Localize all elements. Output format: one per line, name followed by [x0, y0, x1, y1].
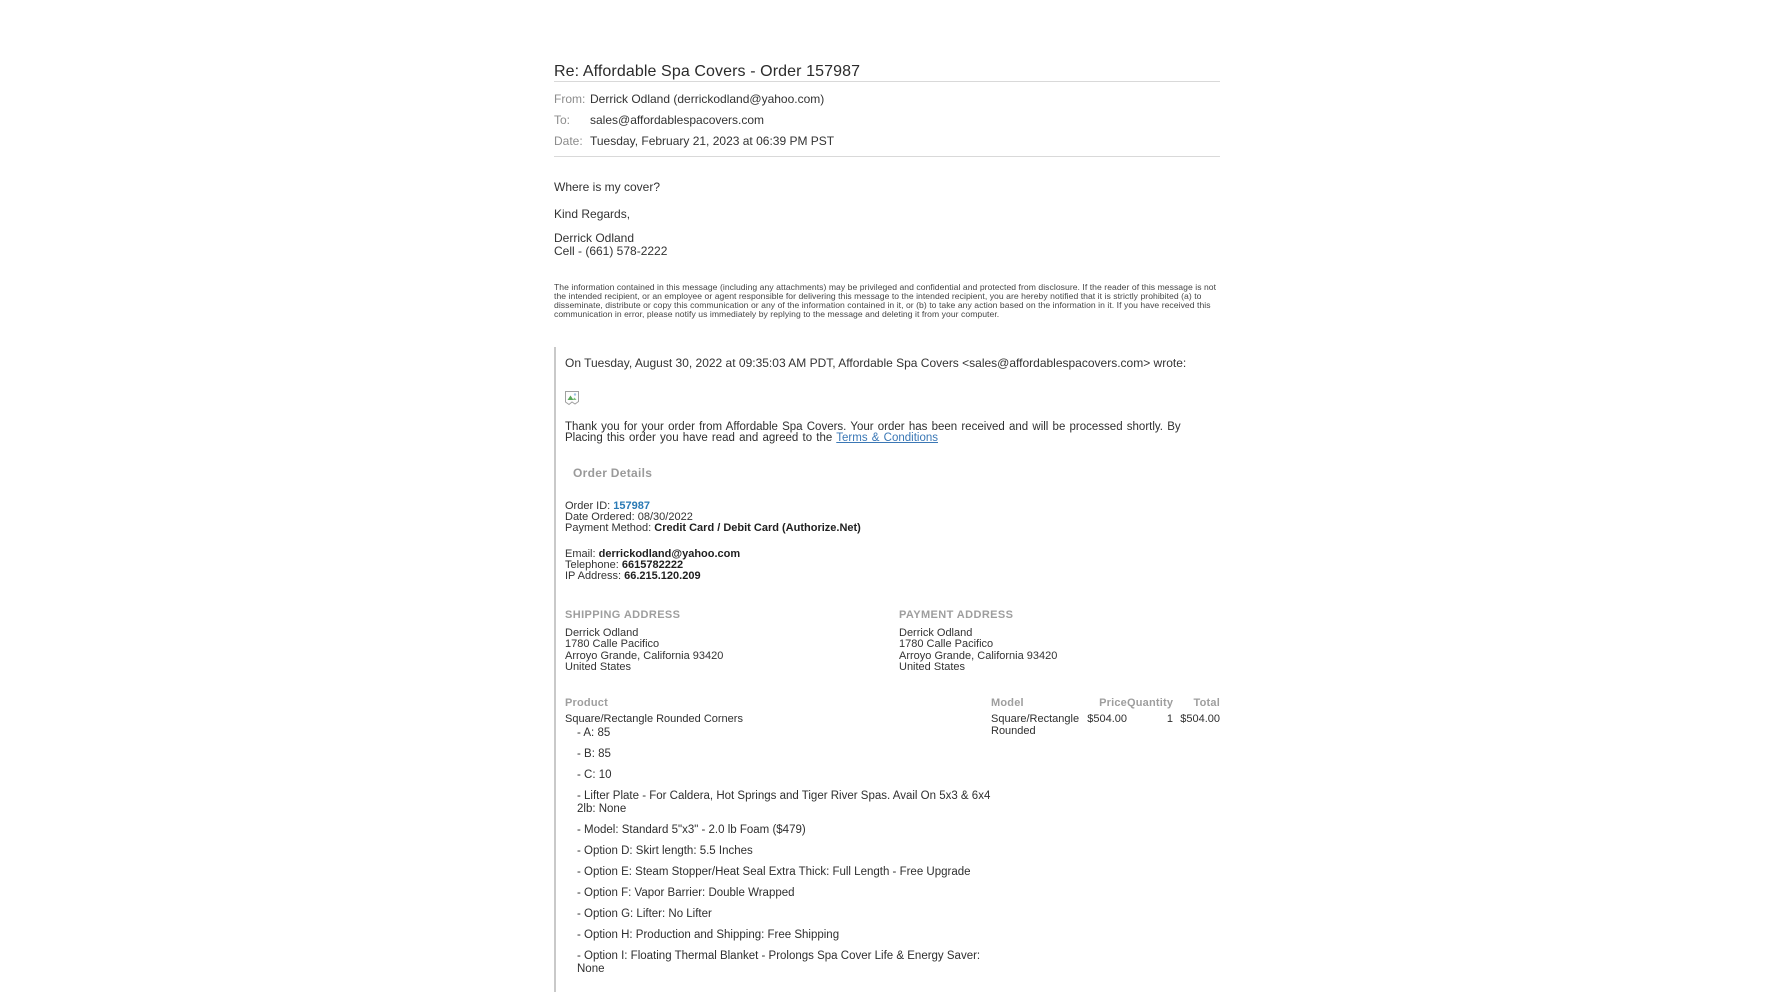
- date-ordered-value: 08/30/2022: [637, 511, 693, 524]
- product-option: - Option E: Steam Stopper/Heat Seal Extra Thick: Full Length - Free Upgrade: [577, 866, 971, 879]
- email-value: derrickodland@yahoo.com: [598, 547, 741, 560]
- order-confirmation-text: [565, 422, 1220, 444]
- signature-name: Derrick Odland: [554, 231, 635, 245]
- product-option: - Lifter Plate - For Caldera, Hot Springs and Tiger River Spas. Avail On 5x3 & 6x4 2lb: None: [577, 790, 991, 816]
- to-label: To:: [554, 113, 571, 127]
- ip-address-label: IP Address:: [565, 570, 625, 583]
- date-label: Date:: [554, 134, 583, 148]
- date-value: Tuesday, February 21, 2023 at 06:39 PM PST: [590, 134, 835, 148]
- product-option: - B: 85: [577, 748, 611, 761]
- order-id-label: Order ID:: [565, 500, 614, 513]
- product-cell: [565, 713, 991, 976]
- signature-phone: Cell - (661) 578-2222: [554, 244, 668, 258]
- column-header-total: Total: [1193, 697, 1220, 710]
- address-line: United States: [565, 660, 632, 673]
- product-option: - Model: Standard 5"x3" - 2.0 lb Foam ($479): [577, 824, 806, 837]
- confidentiality-disclaimer: The information contained in this message (including any attachments) may be privileged and confidential and protected from disclosure. If the reader of this message is not the intended recipient, or an employee or agent responsible for delivering this message to the intended recipient, you are hereby notified that it is strictly prohibited (a) to disseminate, distribute or copy this communication or any of the information contained in it, or (b) to take any action based on the information in it. If you have received this communication in error, please notify us immediately by replying to the message and deleting it from your computer.: [554, 282, 1217, 319]
- message-line: Kind Regards,: [554, 207, 631, 221]
- product-option: - C: 10: [577, 769, 612, 782]
- from-label: From:: [554, 92, 586, 106]
- column-header-product: Product: [565, 697, 608, 710]
- price-cell: $504.00: [1087, 713, 1127, 726]
- date-row: [554, 135, 1220, 148]
- total-cell: $504.00: [1180, 713, 1220, 726]
- order-summary-block: [565, 501, 1220, 535]
- column-header-quantity: Quantity: [1127, 697, 1174, 710]
- product-option: - A: 85: [577, 727, 611, 740]
- to-row: [554, 114, 1220, 127]
- table-row: [565, 713, 1220, 976]
- order-confirmation-intro: Thank you for your order from Affordable Spa Covers. Your order has been received and will be processed shortly. By Placing this order you have read and agreed to the: [565, 420, 1181, 444]
- shipping-address-lines: [565, 628, 899, 673]
- date-ordered-label: Date Ordered:: [565, 511, 638, 524]
- email-view: [554, 55, 1220, 992]
- addresses-section: [565, 609, 1220, 673]
- quantity-cell: 1: [1166, 713, 1173, 726]
- column-header-price: Price: [1099, 697, 1127, 710]
- address-line: 1780 Calle Pacifico: [899, 638, 994, 651]
- divider: [554, 81, 1220, 82]
- product-option: - Option I: Floating Thermal Blanket - Prolongs Spa Cover Life & Energy Saver: None: [577, 950, 981, 976]
- product-option: - Option D: Skirt length: 5.5 Inches: [577, 845, 753, 858]
- product-name: Square/Rectangle Rounded Corners: [565, 713, 743, 726]
- email-label: Email:: [565, 547, 599, 560]
- address-line: Derrick Odland: [899, 627, 973, 640]
- broken-image-icon: [565, 391, 579, 406]
- payment-address-lines: [899, 628, 1220, 673]
- telephone-label: Telephone:: [565, 558, 622, 571]
- product-option: - Option G: Lifter: No Lifter: [577, 908, 712, 921]
- email-headers: [554, 93, 1220, 148]
- model-cell: Square/Rectangle Rounded: [991, 713, 1080, 738]
- payment-method-label: Payment Method:: [565, 522, 655, 535]
- product-option: - Option F: Vapor Barrier: Double Wrapped: [577, 887, 795, 900]
- from-row: [554, 93, 1220, 106]
- product-table-header: [565, 698, 1220, 709]
- product-options-list: [565, 727, 991, 976]
- subject-line: Re: Affordable Spa Covers - Order 157987: [554, 63, 861, 80]
- customer-contact-block: [565, 549, 1220, 583]
- address-line: United States: [899, 660, 966, 673]
- signature-block: [554, 232, 1220, 258]
- address-line: 1780 Calle Pacifico: [565, 638, 660, 651]
- address-line: Arroyo Grande, California 93420: [565, 649, 724, 662]
- order-details-heading: Order Details: [573, 466, 653, 481]
- to-value: sales@affordablespacovers.com: [590, 113, 765, 127]
- column-header-model: Model: [991, 697, 1024, 710]
- address-line: Derrick Odland: [565, 627, 639, 640]
- divider: [554, 156, 1220, 157]
- ip-address-row: [565, 571, 1220, 582]
- payment-address-block: [899, 609, 1220, 673]
- shipping-address-heading: SHIPPING ADDRESS: [565, 609, 681, 622]
- payment-method-value: Credit Card / Debit Card (Authorize.Net): [654, 522, 861, 535]
- order-id-value: 157987: [613, 500, 651, 513]
- message-line: Where is my cover?: [554, 180, 661, 194]
- shipping-address-block: [565, 609, 899, 673]
- product-option: - Option H: Production and Shipping: Free Shipping: [577, 929, 840, 942]
- payment-method-row: [565, 523, 1220, 534]
- quote-attribution: On Tuesday, August 30, 2022 at 09:35:03 AM PDT, Affordable Spa Covers <sales@affordablespacovers.com> wrote:: [565, 355, 1187, 370]
- quoted-email: [554, 347, 1220, 992]
- terms-and-conditions-link[interactable]: Terms & Conditions: [836, 431, 938, 444]
- from-value: Derrick Odland (derrickodland@yahoo.com): [590, 92, 825, 106]
- telephone-value: 6615782222: [621, 558, 684, 571]
- payment-address-heading: PAYMENT ADDRESS: [899, 609, 1014, 622]
- ip-address-value: 66.215.120.209: [624, 570, 701, 583]
- address-line: Arroyo Grande, California 93420: [899, 649, 1058, 662]
- product-table: [565, 698, 1220, 976]
